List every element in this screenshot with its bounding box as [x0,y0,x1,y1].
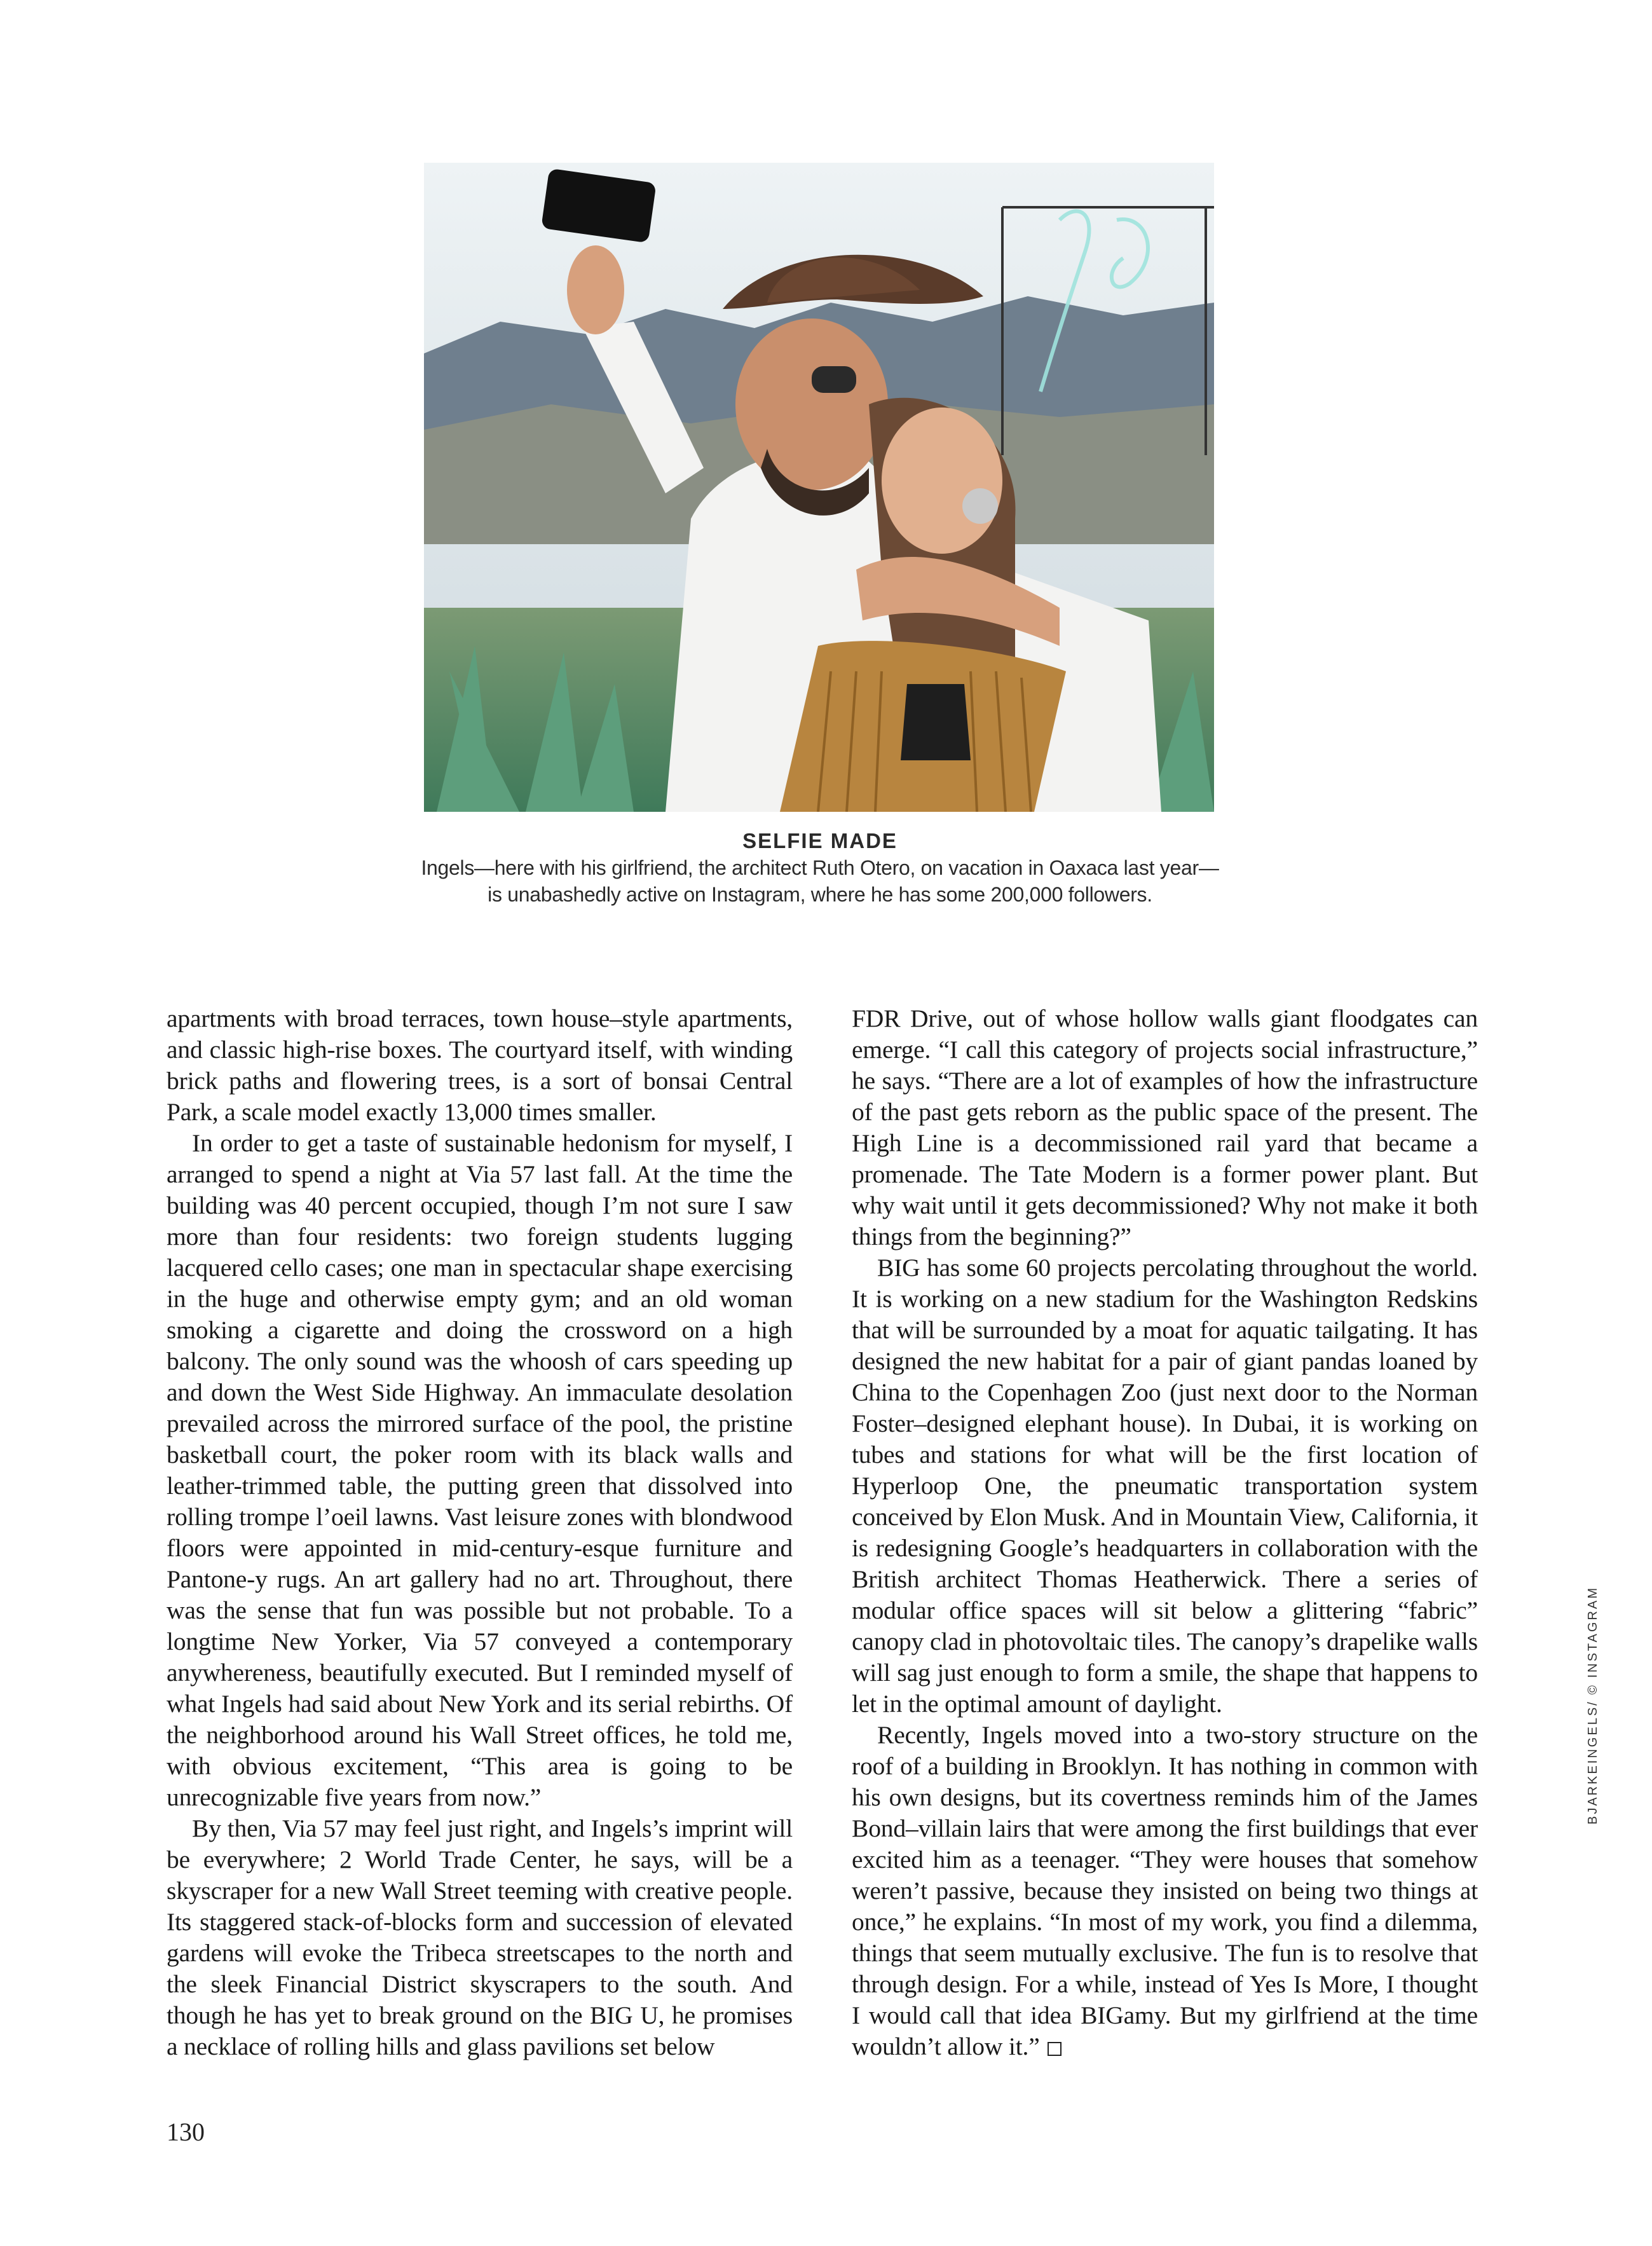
article-column-left [167,1003,793,2062]
paragraph: FDR Drive, out of whose hollow walls giant floodgates can emerge. “I call this category of projects social infrastructure,” he says. “There are a lot of examples of how the infrastructure of the past gets reborn as the public space of the present. The High Line is a decommissioned rail yard that became a promenade. The Tate Modern is a former power plant. But why wait until it gets decommissioned? Why not make it both things from the beginning?” [852,1004,1478,1250]
end-mark-icon [1048,2042,1062,2056]
article-column-right [852,1003,1478,2062]
caption-line-1: Ingels—here with his girlfriend, the architect Ruth Otero, on vacation in Oaxaca last year— [421,856,1219,879]
caption-title: SELFIE MADE [742,829,898,853]
paragraph-last [852,1720,1478,2062]
paragraph: apartments with broad terraces, town house–style apartments, and classic high-rise boxes. The courtyard itself, with winding brick paths and flowering trees, is a sort of bonsai Central Park, a scale model exactly 13,000 times smaller. [167,1004,793,1126]
selfie-illustration [424,163,1214,812]
selfie-photo [424,163,1214,812]
photo-credit: BJARKEINGELS/ © INSTAGRAM [1586,1586,1600,1825]
paragraph: BIG has some 60 projects percolating throughout the world. It is working on a new stadium for the Washington Redskins that will be surrounded by a moat for aquatic tailgating. It has designed the new habitat for a pair of giant pandas loaned by China to the Copenhagen Zoo (just next door to the Norman Foster–designed elephant house). In Dubai, it is working on tubes and stations for what will be the first location of Hyperloop One, the pneumatic transportation system conceived by Elon Musk. And in Mountain View, California, it is redesigning Google’s headquarters in collaboration with the British architect Thomas Heatherwick. There a series of modular office spaces will sit below a glittering “fabric” canopy clad in photovoltaic tiles. The canopy’s drapelike walls will sag just enough to form a smile, the shape that happens to let in the optimal amount of daylight. [852,1254,1478,1718]
paragraph: By then, Via 57 may feel just right, and Ingels’s imprint will be everywhere; 2 World Trade Center, he says, will be a skyscraper for a new Wall Street teeming with creative people. Its staggered stack-of-blocks form and succession of elevated gardens will evoke the Tribeca streetscapes to the north and the sleek Financial District skyscrapers to the south. And though he has yet to break ground on the BIG U, he promises a necklace of rolling hills and glass pavilions set below [167,1814,793,2060]
caption-line-2: is unabashedly active on Instagram, where he has some 200,000 followers. [488,883,1152,906]
page-number: 130 [167,2118,205,2146]
paragraph-text: Recently, Ingels moved into a two-story structure on the roof of a building in Brooklyn. It has nothing in common with his own designs, but its covertness reminds him of the James Bond–villain lairs that were among the first buildings that ever excited him as a teenager. “They were houses that somehow weren’t passive, because they insisted on being two things at once,” he explains. “In most of my work, you find a dilemma, things that seem mutually exclusive. The fun is to resolve that through design. For a while, instead of Yes Is More, I thought I would call that idea BIGamy. But my girlfriend at the time wouldn’t allow it.” [852,1721,1478,2060]
paragraph: In order to get a taste of sustainable hedonism for myself, I arranged to spend a night at Via 57 last fall. At the time the building was 40 percent occupied, though I’m not sure I saw more than four residents: two foreign students lugging lacquered cello cases; one man in spectacular shape exercising in the huge and otherwise empty gym; and an old woman smoking a cigarette and doing the crossword on a high balcony. The only sound was the whoosh of cars speeding up and down the West Side Highway. An immaculate desolation prevailed across the mirrored surface of the pool, the pristine basketball court, the poker room with its black walls and leather-trimmed table, the putting green that dissolved into rolling trompe l’oeil lawns. Vast leisure zones with blondwood floors were appointed in mid-century-esque furniture and Pantone-y rugs. An art gallery had no art. Throughout, there was the sense that fun was possible but not probable. To a longtime New Yorker, Via 57 conveyed a contemporary anywhereness, beautifully executed. But I reminded myself of what Ingels had said about New York and its serial rebirths. Of the neighborhood around his Wall Street offices, he told me, with obvious excitement, “This area is going to be unrecognizable five years from now.” [167,1129,793,1811]
photo-caption [267,828,1373,908]
